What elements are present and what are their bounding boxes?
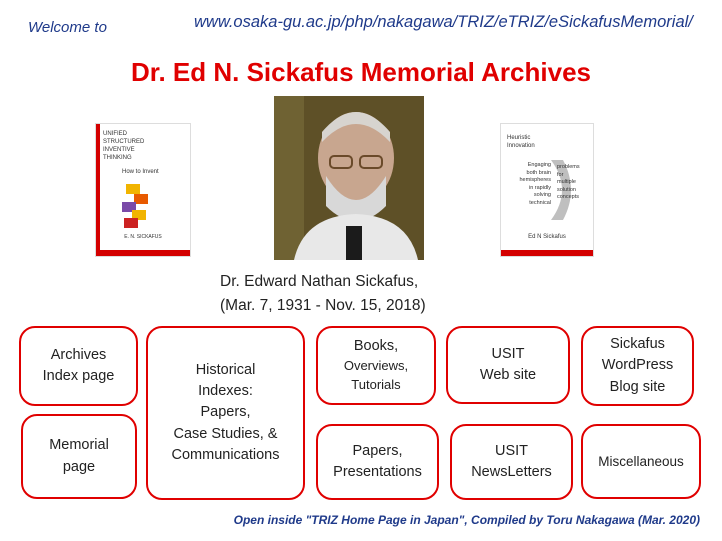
historical-indexes-link[interactable]: [146, 326, 305, 500]
portrait-caption: Dr. Edward Nathan Sickafus, (Mar. 7, 1931 - Nov. 15, 2018): [220, 273, 426, 314]
book2-title: Heuristic Innovation: [507, 135, 535, 149]
usit-website-link[interactable]: [446, 326, 570, 404]
historical-indexes-label: Historical Indexes: Papers, Case Studies, & Communications: [171, 362, 280, 463]
portrait-illustration: [274, 96, 424, 260]
miscellaneous-link[interactable]: [581, 424, 701, 499]
book1-subtitle: How to Invent: [122, 169, 159, 175]
wordpress-blog-label: Sickafus WordPress Blog site: [601, 336, 674, 395]
miscellaneous-label: Miscellaneous: [598, 453, 684, 469]
book2-right-text: problems for multiple solution concepts: [557, 164, 580, 200]
page-url[interactable]: www.osaka-gu.ac.jp/php/nakagawa/TRIZ/eTRIZ/eSickafusMemorial/: [194, 13, 693, 31]
book2-left-text: Engaging both brain hemispheres in rapidly solving technical: [519, 162, 551, 206]
archives-index-link[interactable]: [19, 326, 138, 406]
memorial-page-label: Memorial page: [49, 437, 109, 475]
book1-title: UNIFIED STRUCTURED INVENTIVE THINKING: [103, 131, 145, 161]
page-title: Dr. Ed N. Sickafus Memorial Archives: [131, 57, 591, 87]
usit-newsletters-link[interactable]: [450, 424, 573, 500]
books-label: Books,: [353, 338, 399, 355]
papers-presentations-label: Papers, Presentations: [333, 442, 422, 480]
book1-author: E. N. SICKAFUS: [124, 234, 162, 240]
book-cover-heuristic-innovation: [501, 124, 593, 256]
usit-website-label: USIT Web site: [479, 345, 537, 383]
footer-note: Open inside "TRIZ Home Page in Japan", Compiled by Toru Nakagawa (Mar. 2020): [233, 513, 700, 527]
usit-newsletters-label: USIT NewsLetters: [471, 442, 552, 480]
papers-presentations-link[interactable]: [316, 424, 439, 500]
memorial-page-link[interactable]: [21, 414, 137, 499]
book1-red-border: [96, 124, 100, 256]
book1-blocks-illustration: [116, 182, 156, 230]
archives-index-label: Archives Index page: [42, 346, 115, 384]
books-link[interactable]: [316, 326, 436, 405]
book2-red-bottom: [501, 250, 593, 256]
wordpress-blog-link[interactable]: [581, 326, 694, 406]
book2-author: Ed N Sickafus: [528, 234, 566, 240]
book-cover-unified-structured: [96, 124, 190, 256]
book1-red-bottom: [96, 250, 190, 256]
books-sub-label: Overviews, Tutorials: [343, 358, 409, 392]
portrait-photo: [274, 96, 424, 260]
welcome-text: Welcome to: [28, 19, 107, 36]
